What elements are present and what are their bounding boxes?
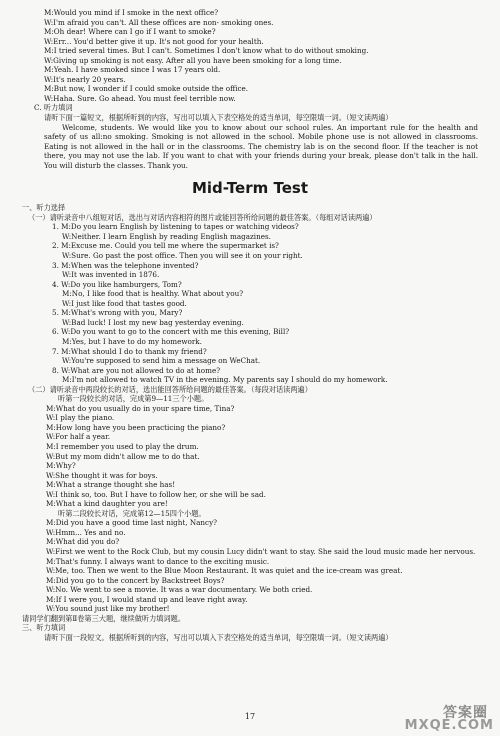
- page-title: Mid-Term Test: [191, 179, 308, 198]
- part1-sub1-instruction: （一）请听录音中八组短对话，选出与对话内容相符的图片或能回答所给问题的最佳答案。（每组对话读两遍）: [28, 212, 377, 222]
- question-line: [22, 241, 478, 251]
- dialogue-line: M:Did you go to the concert by Backstreet Boys?: [46, 575, 225, 585]
- dialogue-line: W:She thought it was for boys.: [46, 470, 158, 480]
- question-number: 2.: [52, 241, 59, 251]
- dialogue-line: W:It's nearly 20 years.: [44, 74, 126, 84]
- long-dialogue-2: [22, 518, 478, 613]
- dialogue-line: M:What do you usually do in your spare time, Tina?: [46, 403, 235, 413]
- dialogue-line: W:Neither. I learn English by reading English magazines.: [62, 231, 271, 241]
- dialogue-line: W:I just like food that tastes good.: [62, 298, 187, 308]
- question-line: [22, 347, 478, 357]
- section-c-heading: C. 听力填词: [34, 103, 73, 113]
- section-c-instruction: 请听下面一篇短文，根据所听到的内容，写出可以填入下表空格处的适当单词，每空限填一词。（短文读两遍）: [44, 113, 393, 123]
- question-number: 3.: [52, 260, 59, 270]
- question-line: [22, 261, 478, 271]
- question-number: 8.: [52, 365, 59, 375]
- dialogue-line: M:What a strange thought she has!: [46, 480, 176, 490]
- dialogue-line: M:That's funny. I always want to dance to the exciting music.: [46, 556, 270, 566]
- dialogue-line: W:What are you not allowed to do at home?: [61, 365, 221, 375]
- question-line: [22, 280, 478, 290]
- dialogue-line: M:But now, I wonder if I could smoke outside the office.: [44, 84, 249, 94]
- question-number: 5.: [52, 308, 59, 318]
- question-number: 1.: [52, 222, 59, 232]
- question-line: [22, 366, 478, 376]
- dialogue-line: W:I'm afraid you can't. All these offices are non- smoking ones.: [44, 17, 274, 27]
- dialogue-line: M:When was the telephone invented?: [61, 260, 199, 270]
- dialogue-line: M:Oh dear! Where can I go if I want to smoke?: [44, 27, 216, 37]
- dialogue-line: W:Haha. Sure. Go ahead. You must feel terrible now.: [44, 93, 236, 103]
- dialogue-line: M:What's wrong with you, Mary?: [61, 308, 183, 318]
- dialogue-line: W:You sound just like my brother!: [46, 604, 170, 614]
- dialogue-line: M:Did you have a good time last night, Nancy?: [46, 518, 217, 528]
- dialogue-line: M:No, I like food that is healthy. What about you?: [62, 289, 244, 299]
- dialogue-line: W:First we went to the Rock Club, but my cousin Lucy didn't want to stay. She said the loud music made her nervous.: [46, 546, 476, 556]
- dialogue-line: W:Me, too. Then we went to the Blue Moon Restaurant. It was quiet and the ice-cream was great.: [46, 566, 403, 576]
- dialogue-line: M:I tried several times. But I can't. Sometimes I don't know what to do without smoking.: [44, 46, 369, 56]
- dialogue-line: M:Do you learn English by listening to tapes or watching videos?: [61, 222, 299, 232]
- dialogue-line: M:Yeah. I have smoked since I was 17 years old.: [44, 65, 221, 75]
- part1-heading: 一、听力选择: [22, 203, 66, 213]
- dialogue-line: M:I remember you used to play the drum.: [46, 441, 199, 451]
- dialogue-line: M:Would you mind if I smoke in the next office?: [44, 8, 219, 17]
- dialogue-line: W:It was invented in 1876.: [62, 270, 160, 280]
- section-c-passage: Welcome, students. We would like you to know about our school rules. An important rule for the health and safety of us all:no smoking. Smoking is not allowed in the school. Mobile phone use is not allowed in classrooms. Eating is not allowed in the hall or in the classrooms. The chemistry lab is on the second floor. If the teacher is not there, you may not use the lab. If you want to chat with your friends during your break, please don't talk in the hall. You will disturb the classes. Thank you.: [44, 122, 478, 170]
- dialogue-line: M:How long have you been practicing the piano?: [46, 422, 226, 432]
- question-line: [22, 308, 478, 318]
- watermark-logo: [404, 702, 496, 734]
- dialogue-line: W:Do you like hamburgers, Tom?: [61, 279, 182, 289]
- dialogue-line: W:Do you want to go to the concert with me this evening, Bill?: [61, 327, 290, 337]
- dialogue-line: W:You're supposed to send him a message on WeChat.: [62, 356, 261, 366]
- part1-sub2-instruction: （二）请听录音中两段较长的对话，选出能回答所给问题的最佳答案。（每段对话读两遍）: [28, 384, 312, 394]
- dialogue-line: M:Excuse me. Could you tell me where the supermarket is?: [61, 241, 279, 251]
- dialogue-line: M:If I were you, I would stand up and leave right away.: [46, 594, 248, 604]
- question-line: [22, 222, 478, 232]
- dialogue-line: M:Why?: [46, 461, 76, 471]
- dialogue-line: M:I'm not allowed to watch TV in the evening. My parents say I should do my homework.: [62, 375, 388, 385]
- dialogue-line: W:No. We went to see a movie. It was a war documentary. We both cried.: [46, 585, 313, 595]
- watermark-text-top: 答案圈: [443, 705, 488, 721]
- question-number: 6.: [52, 327, 59, 337]
- dialogue-line: W:Bad luck! I lost my new bag yesterday evening.: [62, 317, 244, 327]
- dialogue-line: W:Err... You'd better give it up. It's not good for your health.: [44, 36, 264, 46]
- turn-page-note: 请同学们翻到第Ⅱ卷第三大题，继续做听力填词题。: [22, 613, 186, 623]
- long-dialogue-1: [22, 404, 478, 509]
- dialogue-line: W:I play the piano.: [46, 413, 115, 423]
- dialogue-line: W:I think so, too. But I have to follow her, or she will be sad.: [46, 489, 266, 499]
- part3-instruction: 请听下面一段短文。根据所听到的内容，写出可以填入下表空格处的适当单词，每空限填一词。（短文读两遍）: [44, 632, 393, 642]
- question-number: 4.: [52, 279, 59, 289]
- dialogue-line: W:Giving up smoking is not easy. After all you have been smoking for a long time.: [44, 55, 342, 65]
- part3-heading: 三、听力填词: [22, 623, 66, 633]
- dialogue-line: W:But my mom didn't allow me to do that.: [46, 451, 200, 461]
- dialogue-line: W:Sure. Go past the post office. Then you will see it on your right.: [62, 251, 303, 261]
- smoking-dialogue: [22, 8, 478, 103]
- watermark-text-bottom: MXQE.COM: [404, 718, 494, 733]
- dialogue-line: M:What did you do?: [46, 537, 120, 547]
- dialogue-line: W:Hmm... Yes and no.: [46, 527, 126, 537]
- page-number: 17: [244, 712, 256, 721]
- dialogue1-intro: 听第一段较长的对话，完成第9—11三个小题。: [58, 394, 209, 404]
- dialogue-line: M:What should I do to thank my friend?: [61, 346, 207, 356]
- dialogue2-intro: 听第二段较长对话，完成第12—15四个小题。: [58, 508, 206, 518]
- dialogue-line: W:For half a year.: [46, 432, 111, 442]
- dialogue-line: M:Yes, but I have to do my homework.: [62, 336, 202, 346]
- question-number: 7.: [52, 346, 59, 356]
- short-dialogues: [22, 222, 478, 384]
- question-line: [22, 327, 478, 337]
- dialogue-line: M:What a kind daughter you are!: [46, 499, 168, 509]
